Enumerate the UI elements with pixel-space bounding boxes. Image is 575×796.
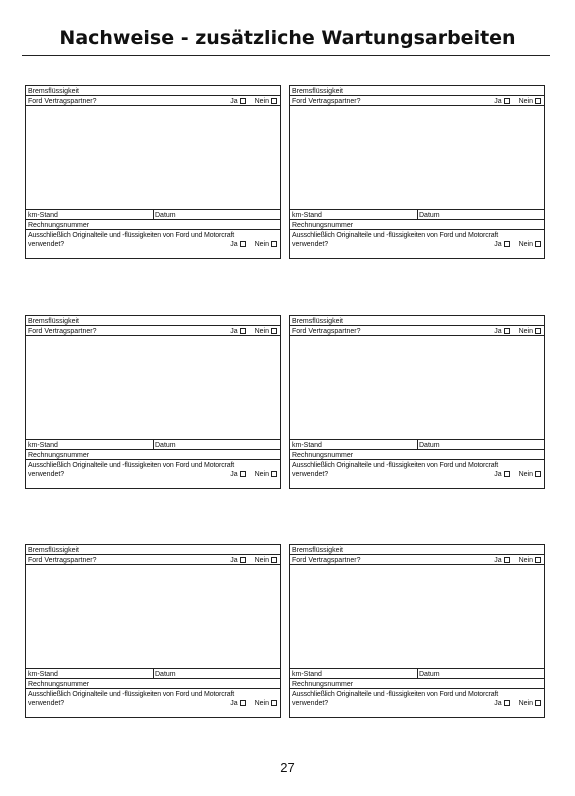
yes-label: Ja — [494, 98, 502, 105]
no-label: Nein — [518, 471, 533, 478]
stamp-area[interactable] — [26, 106, 280, 210]
parts-row — [290, 689, 544, 717]
no-checkbox[interactable] — [271, 98, 277, 104]
no-checkbox[interactable] — [535, 471, 541, 477]
dealer-row — [290, 555, 544, 565]
invoice-row — [290, 450, 544, 460]
yes-label: Ja — [494, 241, 502, 248]
parts-row — [290, 460, 544, 488]
parts-question: Ausschließlich Originalteile und -flüssigkeiten von Ford und Motorcraft — [292, 461, 499, 469]
dealer-question: Ford Vertragspartner? — [28, 556, 97, 564]
no-label: Nein — [254, 328, 269, 335]
item-row — [26, 545, 280, 555]
parts-question: Ausschließlich Originalteile und -flüssigkeiten von Ford und Motorcraft — [28, 231, 235, 239]
parts-question-cont: verwendet? — [28, 699, 65, 707]
yes-label: Ja — [494, 328, 502, 335]
no-label: Nein — [518, 98, 533, 105]
dealer-row — [26, 555, 280, 565]
parts-question: Ausschließlich Originalteile und -flüssigkeiten von Ford und Motorcraft — [292, 690, 499, 698]
item-row — [290, 545, 544, 555]
yes-label: Ja — [494, 471, 502, 478]
yes-checkbox[interactable] — [240, 98, 246, 104]
yes-label: Ja — [230, 328, 238, 335]
date-label: Datum — [155, 441, 176, 449]
dealer-row — [26, 326, 280, 336]
invoice-row — [26, 220, 280, 230]
no-label: Nein — [518, 328, 533, 335]
dealer-row — [26, 96, 280, 106]
no-checkbox[interactable] — [535, 557, 541, 563]
no-label: Nein — [518, 557, 533, 564]
stamp-area[interactable] — [290, 565, 544, 669]
dealer-question: Ford Vertragspartner? — [292, 327, 361, 335]
parts-question-cont: verwendet? — [292, 240, 329, 248]
parts-row — [26, 689, 280, 717]
maintenance-card — [25, 544, 281, 718]
no-checkbox[interactable] — [271, 471, 277, 477]
date-label: Datum — [155, 211, 176, 219]
yes-checkbox[interactable] — [504, 700, 510, 706]
maintenance-card — [289, 315, 545, 489]
no-label: Nein — [518, 700, 533, 707]
km-date-row — [290, 440, 544, 450]
dealer-question: Ford Vertragspartner? — [292, 556, 361, 564]
item-row — [26, 316, 280, 326]
yes-checkbox[interactable] — [504, 98, 510, 104]
parts-row — [290, 230, 544, 258]
parts-question-cont: verwendet? — [28, 240, 65, 248]
yes-label: Ja — [494, 700, 502, 707]
dealer-question: Ford Vertragspartner? — [28, 327, 97, 335]
invoice-row — [26, 679, 280, 689]
maintenance-card — [25, 315, 281, 489]
stamp-area[interactable] — [26, 336, 280, 440]
date-label: Datum — [419, 670, 440, 678]
no-checkbox[interactable] — [271, 557, 277, 563]
item-row — [290, 316, 544, 326]
dealer-question: Ford Vertragspartner? — [28, 97, 97, 105]
km-date-row — [290, 210, 544, 220]
no-checkbox[interactable] — [271, 700, 277, 706]
page-number: 27 — [280, 760, 295, 775]
km-date-row — [26, 210, 280, 220]
parts-row — [26, 460, 280, 488]
dealer-row — [290, 326, 544, 336]
invoice-label: Rechnungsnummer — [28, 221, 90, 229]
invoice-row — [26, 450, 280, 460]
stamp-area[interactable] — [290, 336, 544, 440]
yes-checkbox[interactable] — [240, 700, 246, 706]
item-row — [26, 86, 280, 96]
km-date-row — [290, 669, 544, 679]
maintenance-card — [289, 85, 545, 259]
km-label: km-Stand — [292, 441, 322, 449]
yes-checkbox[interactable] — [504, 557, 510, 563]
yes-checkbox[interactable] — [504, 328, 510, 334]
no-label: Nein — [254, 98, 269, 105]
parts-row — [26, 230, 280, 258]
invoice-label: Rechnungsnummer — [292, 451, 354, 459]
date-label: Datum — [419, 211, 440, 219]
no-label: Nein — [254, 241, 269, 248]
stamp-area[interactable] — [290, 106, 544, 210]
yes-label: Ja — [230, 471, 238, 478]
invoice-label: Rechnungsnummer — [28, 680, 90, 688]
no-label: Nein — [254, 471, 269, 478]
yes-checkbox[interactable] — [504, 471, 510, 477]
item-label: Bremsflüssigkeit — [28, 546, 79, 554]
dealer-question: Ford Vertragspartner? — [292, 97, 361, 105]
parts-question: Ausschließlich Originalteile und -flüssigkeiten von Ford und Motorcraft — [292, 231, 499, 239]
km-label: km-Stand — [28, 211, 58, 219]
page-title: Nachweise - zusätzliche Wartungsarbeiten — [59, 27, 516, 49]
item-label: Bremsflüssigkeit — [292, 87, 343, 95]
item-label: Bremsflüssigkeit — [292, 317, 343, 325]
km-date-row — [26, 440, 280, 450]
date-label: Datum — [419, 441, 440, 449]
invoice-row — [290, 220, 544, 230]
no-checkbox[interactable] — [535, 98, 541, 104]
no-checkbox[interactable] — [535, 328, 541, 334]
title-rule — [22, 55, 550, 56]
yes-label: Ja — [230, 98, 238, 105]
km-date-row — [26, 669, 280, 679]
no-checkbox[interactable] — [271, 328, 277, 334]
yes-label: Ja — [230, 557, 238, 564]
yes-checkbox[interactable] — [240, 328, 246, 334]
item-label: Bremsflüssigkeit — [28, 87, 79, 95]
item-label: Bremsflüssigkeit — [292, 546, 343, 554]
yes-checkbox[interactable] — [504, 241, 510, 247]
invoice-row — [290, 679, 544, 689]
no-checkbox[interactable] — [535, 241, 541, 247]
yes-checkbox[interactable] — [240, 241, 246, 247]
invoice-label: Rechnungsnummer — [28, 451, 90, 459]
km-label: km-Stand — [28, 670, 58, 678]
no-label: Nein — [254, 700, 269, 707]
stamp-area[interactable] — [26, 565, 280, 669]
no-checkbox[interactable] — [535, 700, 541, 706]
yes-label: Ja — [230, 241, 238, 248]
yes-checkbox[interactable] — [240, 471, 246, 477]
no-checkbox[interactable] — [271, 241, 277, 247]
parts-question: Ausschließlich Originalteile und -flüssigkeiten von Ford und Motorcraft — [28, 461, 235, 469]
maintenance-card — [289, 544, 545, 718]
parts-question-cont: verwendet? — [292, 699, 329, 707]
km-label: km-Stand — [292, 211, 322, 219]
invoice-label: Rechnungsnummer — [292, 680, 354, 688]
no-label: Nein — [518, 241, 533, 248]
invoice-label: Rechnungsnummer — [292, 221, 354, 229]
yes-label: Ja — [230, 700, 238, 707]
parts-question-cont: verwendet? — [28, 470, 65, 478]
km-label: km-Stand — [292, 670, 322, 678]
date-label: Datum — [155, 670, 176, 678]
dealer-row — [290, 96, 544, 106]
km-label: km-Stand — [28, 441, 58, 449]
parts-question-cont: verwendet? — [292, 470, 329, 478]
maintenance-card — [25, 85, 281, 259]
item-label: Bremsflüssigkeit — [28, 317, 79, 325]
parts-question: Ausschließlich Originalteile und -flüssigkeiten von Ford und Motorcraft — [28, 690, 235, 698]
no-label: Nein — [254, 557, 269, 564]
item-row — [290, 86, 544, 96]
yes-label: Ja — [494, 557, 502, 564]
yes-checkbox[interactable] — [240, 557, 246, 563]
